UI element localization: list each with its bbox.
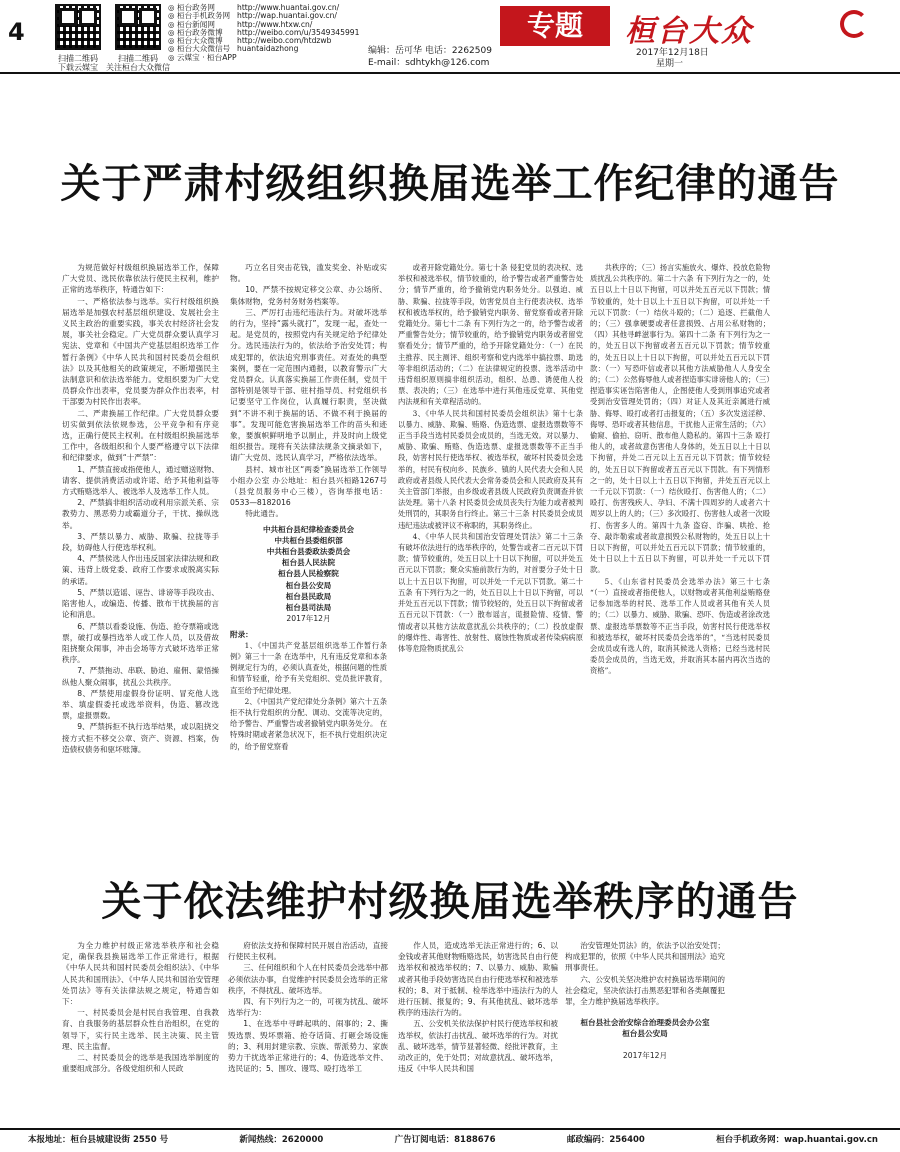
bullet-icon: ◎ [168, 44, 175, 54]
editor-info [368, 45, 492, 69]
bullet-icon: ◎ [168, 36, 175, 46]
brand-emblem-icon [840, 10, 868, 38]
date: 2017年12月18日 [636, 48, 709, 58]
qr2-caption: 扫描二维码 关注桓台大众微信 [106, 54, 170, 72]
signatory: 桓台县民政局 [285, 591, 332, 601]
signatory: 桓台县社会治安综合治理委员会办公室 [580, 1018, 710, 1028]
notice2-column-2 [228, 940, 388, 1125]
paragraph: 巧立名目突击花钱，滥发奖金、补贴或实物。 [230, 263, 387, 284]
paragraph: 府依法支持和保障村民开展自治活动，直接行使民主权利。 [228, 941, 388, 962]
paragraph: 五、公安机关依法保护村民行使选举权和被选举权，依法打击扰乱、破坏选举的行为。对扰乱、破坏选举，情节显著轻微、经批评教育，主动改正的，免于处罚；对故意扰乱、破坏选举，违反《中华人民共和国 [398, 1019, 558, 1074]
signatory: 桓台县人民检察院 [278, 569, 339, 579]
paragraph: 六、公安机关坚决维护农村换届选举期间的社会稳定，坚决依法打击黑恶犯罪和各类颠覆犯罪，全力维护换届选举秩序。 [565, 974, 725, 1007]
paragraph: 县村、城市社区“两委”换届选举工作领导小组办公室 办公地址：桓台县兴桓路1267号（县党员服务中心三楼），咨询举报电话：0533—8182016 [230, 464, 387, 508]
link-item[interactable]: ◎ 桓台新闻网 http://www.htxw.cn/ [168, 19, 313, 29]
bullet-icon: ◎ [168, 19, 175, 29]
sign-date: 2017年12月 [286, 614, 331, 624]
section-tag: 专题 [500, 6, 610, 46]
paragraph: 一、严格依法参与选举。实行村级组织换届选举是加强农村基层组织建设、发展社会主义民主政治的重要实践，事关农村经济社会发展，事关社会稳定。广大党员群众要认真学习宪法、党章和《中国共产党基层组织选举工作暂行条例》《中华人民共和国村民委员会组织法》以及其他相关的政策规定，不断增强民主法制意识和依法选举能力。党组织要为广大党员群众作出表率，党员要为群众作出表率，村干部要为村民作出表率。 [62, 296, 219, 407]
weekday: 星期一 [656, 59, 684, 69]
signatory: 桓台县司法局 [285, 603, 332, 613]
appendix-paragraph: 2、《中国共产党纪律处分条例》第六十五条 拒不执行党组织的分配、调动、交流等决定的，给予警告、严重警告或者撤销党内职务处分。 在特殊时期或者紧急状况下，拒不执行党组织决定的，给予留党察看 [230, 696, 387, 751]
signatory: 桓台县公安局 [622, 1029, 668, 1039]
bullet-icon: ◎ [168, 11, 175, 21]
footer-mobile-site[interactable]: 桓台手机政务网：wap.huantai.gov.cn [716, 1135, 878, 1145]
paragraph: 6、严禁以看委设施、伪造、抢夺票箱或选票，破打或暴挡选举人或工作人员，以及借故阻挠聚众闹事，冲击会场等方式破坏选举正常秩序。 [62, 621, 219, 665]
paragraph: 8、严禁使用虚假身份证明、冒充他人选举、填虚假委托或选举资料，伪造、篡改选票，虚报票数。 [62, 688, 219, 721]
paragraph: 1、严禁直接或指使他人，通过赠送财物、请客、提供消费活动或许诺、给予其他利益等方式贿赂选举人、被选举人及选举工作人员。 [62, 464, 219, 497]
paragraph: 治安管理处罚法》的，依法予以治安处罚；构成犯罪的，依照《中华人民共和国刑法》追究刑事责任。 [565, 941, 725, 973]
page-header [0, 0, 900, 70]
paragraph: 2、严禁搞非组织活动或利用宗派关系、宗教势力、黑恶势力或霸道分子，干扰、操纵选举。 [62, 498, 219, 530]
qr-code-wechat[interactable] [115, 4, 161, 50]
page-footer [28, 1133, 878, 1145]
email-line: E-mail：sdhtykh@126.com [368, 58, 490, 68]
notice1-title: 关于严肃村级组织换届选举工作纪律的通告 [60, 160, 840, 207]
editor-line: 编辑：岳可华 电话：2262509 [368, 46, 492, 56]
footer-address: 本报地址：桓台县城建设街 2550 号 [28, 1135, 169, 1145]
signatory: 桓台县公安局 [285, 580, 332, 590]
paragraph: 3、严禁以暴力、威胁、欺骗、拉拢等手段，妨碍他人行使选举权利。 [62, 531, 219, 553]
appendix-paragraph: 3、《中华人民共和国村民委员会组织法》第十七条 以暴力、威胁、欺骗、贿赂、伪造选票、虚报选票数等不正当手段当选村民委员会成员的，当选无效。对以暴力、威胁、欺骗、贿赂、伪造选票、虚报选票数等不正当手段，妨害村民行使选举权、被选举权，破坏村民委员会选举的，村民有权向乡、民族乡、镇的人民代表大会和人民政府或者县级人民代表大会常务委员会和人民政府及其有关主管部门举报，由乡级或者县级人民政府负责调查并依法处理。第十八条 村民委员会成员丧失行为能力或者被判处刑罚的，其职务自行终止。第三十三条 村民委员会成员违纪违法或被评议不称职的，其职务终止。 [398, 408, 583, 530]
paragraph: 三、任何组织和个人在村民委员会选举中都必须依法办事，自觉维护村民委员会选举的正常秩序，不得扰乱、破坏选举。 [228, 963, 388, 995]
bullet-icon: ◎ [168, 27, 175, 37]
page-number: 4 [8, 18, 25, 46]
paragraph: 特此通告。 [245, 509, 284, 519]
appendix-paragraph: 1、《中国共产党基层组织选举工作暂行条例》第三十一条 在选举中，凡有违反党章和本条例规定行为的，必须认真查处，根据问题的性质和情节轻重，给予有关党组织、党员批评教育，直至给予纪律处理。 [230, 640, 387, 695]
appendix-paragraph: 4、《中华人民共和国治安管理处罚法》第二十三条 有破坏依法进行的选举秩序的，处警告或者二百元以下罚款；情节较重的，处五日以上十日以下拘留，可以并处五百元以下罚款；聚众实施前款行为的，对首要分子处十日以上十五日以下拘留，可以并处一千元以下罚款。第二十五条 有下列行为之一的，处五日以上十日以下拘留，可以并处五百元以下罚款；情节较轻的，处五日以下拘留或者五百元以下罚款：（一）散布谣言，谎报险情、疫情、警情或者以其他方法故意扰乱公共秩序的；（二）投放虚假的爆炸性、毒害性、放射性、腐蚀性物质或者传染病病原体等危险物质扰乱公 [398, 531, 583, 653]
paragraph: 三、严厉打击违纪违法行为。对破坏选举的行为，坚持“露头就打”，发现一起，查处一起。是党员的，按照党内有关规定给予纪律处分。选民违法行为的，依法给予治安处罚；构成犯罪的，依法追究刑事责任。对查处的典型案例，要在一定范围内通报，以教育警示广大党员群众。认真落实换届工作责任制，党员干部特别是领导干部、驻村指导员、村党组织书记要坚守工作岗位，认真履行职责，坚决做到“不讲不利于换届的话、不做不利于换届的事”。发现可能危害换届选举工作的苗头和迹象，要旗帜鲜明地予以制止，并及时向上级党组织报告。现将有关法律法规条文摘录如下，请广大党员、选民认真学习，严格依法选举。 [230, 307, 387, 463]
bullet-icon: ◎ [168, 52, 175, 62]
paragraph: 4、严禁侯选人作出违反国家法律法规和政策、违背上级党委、政府工作要求或脱离实际的承诺。 [62, 554, 219, 586]
masthead-logo: 桓台大众 [625, 14, 753, 49]
appendix-paragraph: 5、《山东省村民委员会选举办法》第三十七条 “（一）直接或者指使他人，以财物或者其他利益贿赂登记参加选举的村民、选举工作人员或者其他有关人员的；（二）以暴力、威胁、欺骗、恐吓、伪造或者涂改选票、虚报选举票数等不正当手段，妨害村民行使选举权和被选举权，破坏村民委员会选举的”，“当选村民委员会成员或有选人的，取消其候选人资格；已经当选村民委员会成员的，当选无效，并取消其本届内再次当选的资格”。 [590, 576, 770, 676]
paragraph: 为规范做好村级组织换届选举工作，保障广大党员、选民依靠依法行使民主权利，维护正常的选举秩序，特通告如下： [62, 263, 219, 295]
footer-news-hotline: 新闻热线：2620000 [239, 1135, 324, 1145]
header-divider [0, 72, 900, 74]
appendix-paragraph: 共秩序的；（三）扬言实施放火、爆炸、投放危险物质扰乱公共秩序的。第二十六条 有下列行为之一的，处五日以上十日以下拘留，可以并处五百元以下罚款；情节较重的，处十日以上十五日以下拘留，可以并处一千元以下罚款：（一）结伙斗殴的；（二）追逐、拦截他人的；（三）强拿硬要或者任意损毁、占用公私财物的；（四）其他寻衅滋事行为。第四十二条 有下列行为之一的，处五日以下拘留或者五百元以下罚款；情节较重的，处五日以上十日以下拘留，可以并处五百元以下罚款：（一）写恐吓信或者以其他方法威胁他人人身安全的；（二）公然侮辱他人或者捏造事实诽谤他人的；（三）捏造事实诬告陷害他人，企图使他人受到刑事追究或者受到治安管理处罚的；（四）对证人及其近亲属进行威胁、侮辱、殴打或者打击报复的；（五）多次发送淫秽、侮辱、恐吓或者其他信息，干扰他人正常生活的；（六）偷窥、偷拍、窃听、散布他人隐私的。第四十三条 殴打他人的，或者故意伤害他人身体的，处五日以上十日以下拘留，并处二百元以上五百元以下罚款；情节较轻的，处五日以下拘留或者五百元以下罚款。有下列情形之一的，处十日以上十五日以下拘留，并处五百元以上一千元以下罚款：（一）结伙殴打、伤害他人的；（二）殴打、伤害残疾人、孕妇、不满十四周岁的人或者六十周岁以上的人的；（三）多次殴打、伤害他人或者一次殴打、伤害多人的。第四十九条 盗窃、诈骗、哄抢、抢夺、敲诈勒索或者故意损毁公私财物的，处五日以上十日以下拘留，可以并处五百元以下罚款；情节较重的，处十日以上十五日以下拘留，可以并处一千元以下罚款。 [590, 263, 770, 575]
link-item[interactable]: ◎ 桓台手机政务网 http://wap.huantai.gov.cn/ [168, 11, 337, 21]
paragraph: 四、有下列行为之一的，可视为扰乱、破坏选举行为： [228, 997, 388, 1018]
footer-postcode: 邮政编码：256400 [566, 1135, 645, 1145]
notice2-title: 关于依法维护村级换届选举秩序的通告 [101, 878, 799, 925]
signatory: 桓台县人民法院 [281, 558, 336, 568]
signatory: 中共桓台县委政法委员会 [266, 547, 351, 557]
notice2-column-3 [398, 940, 558, 1125]
paragraph: 二、严肃换届工作纪律。广大党员群众要切实做到依法依规参选，公平竞争和有序竞选，正确行使民主权利。在村级组织换届选举工作中，各级组织和个人要严格遵守以下法律和纪律要求，做到“十严禁”： [62, 408, 219, 463]
paragraph: 一、村民委员会是村民自我管理、自我教育、自我服务的基层群众性自治组织，在党的领导下，实行民主选举、民主决策、民主管理、民主监督。 [62, 1008, 219, 1051]
qr-code-yunmeibao[interactable] [55, 4, 101, 50]
qr1-caption: 扫描二维码 下载云媒宝 [58, 54, 98, 72]
paragraph: 7、严禁拖动、串联、胁迫、雇佣、蒙悟操纵他人聚众闹事，扰乱公共秩序。 [62, 666, 219, 687]
paragraph: 为全力维护村级正常选举秩序和社会稳定，确保我县换届选举工作正常进行，根据《中华人民共和国村民委员会组织法》、《中华人民共和国刑法》、《中华人民共和国治安管理处罚法》等有关法律法规之规定，特通告如下： [62, 941, 219, 1007]
link-item[interactable]: ◎ 桓台政务微博 http://weibo.com/u/3549345991 [168, 27, 360, 37]
paragraph: 5、严禁以造谣、诬告、诽谤等手段攻击、陷害他人，或编造、传播、散布干扰换届的言论和消息。 [62, 587, 219, 620]
link-item[interactable]: ◎ 桓台大众微信号 huantaidazhong [168, 44, 299, 54]
notice2-column-1 [62, 940, 219, 1125]
notice1-column-3 [398, 262, 583, 872]
notice1-column-2 [230, 262, 387, 872]
paragraph: 10、严禁不按规定移交公章、办公场所、集体财物，党务村务财务档案等。 [230, 285, 387, 306]
signatory: 中共桓台县委组织部 [274, 535, 343, 545]
appendix-paragraph: 或者开除党籍处分。第七十条 侵犯党员的表决权、选举权和被选举权，情节较重的，给予警告或者严重警告处分；情节严重的，给予撤销党内职务处分。以强迫、威胁、欺骗、拉拢等手段，妨害党员自主行使表决权、选举权和被选举权的，给予撤销党内职务、留党察看或者开除党籍处分。第七十二条 有下列行为之一的，给予警告或者严重警告处分；情节较重的，给予撤销党内职务或者留党察看处分；情节严重的，给予开除党籍处分：（一）在民主推荐、民主测评、组织考察和党内选举中搞拉票、助选等非组织活动的；（二）在法律规定的投票、选举活动中违背组织原则搞非组织活动，组织、怂恿、诱使他人投票、表决的；（三）在选举中进行其他违反党章、其他党内法规和有关章程活动的。 [398, 263, 583, 407]
paragraph: 二、村民委员会的选举是我国选举制度的重要组成部分。各级党组织和人民政 [62, 1053, 219, 1074]
link-list [168, 4, 359, 62]
footer-ad-hotline: 广告订阅电话：8188676 [394, 1135, 496, 1145]
notice1-column-1 [62, 262, 219, 872]
issue-date [636, 48, 709, 70]
notice1-column-4 [590, 262, 770, 872]
link-item[interactable]: ◎ 云媒宝 · 桓台APP [168, 52, 237, 62]
signatory: 中共桓台县纪律检查委员会 [262, 524, 355, 534]
notice2-column-4 [565, 940, 725, 1125]
paragraph: 1、在选举中寻衅起哄的、闹事的；2、撕毁选票、毁坏票箱、抢夺话筒、打砸会场设施的；3、利用封建宗教、宗族、帮派势力、家族势力干扰选举正常进行的；4、伪造选举文件、选民证的；5、围攻、谩骂、殴打选举工 [228, 1019, 388, 1074]
sign-date: 2017年12月 [622, 1050, 668, 1060]
appendix-label: 附录： [230, 629, 253, 639]
paragraph: 作人员，造成选举无法正常进行的；6、以金钱或者其他财物贿赂选民，妨害选民自由行使选举权和被选举权的；7、以暴力、威胁、欺骗或者其他手段妨害选民自由行使选举权和被选举权的；8、对于抵制、检举选举中违法行为的人进行压制、报复的；9、有其他扰乱、破坏选举秩序的违法行为的。 [398, 941, 558, 1018]
link-item[interactable]: ◎ 桓台政务网 http://www.huantai.gov.cn/ [168, 3, 340, 12]
paragraph: 9、严禁拆拒不执行选举结果，或以阻挠交接方式拒不移交公章、资产、资源、档案，伪造债权债务和驱坏账簿。 [62, 722, 219, 754]
bullet-icon: ◎ [168, 3, 175, 12]
link-item[interactable]: ◎ 桓台大众微博 http://weibo.com/htdzwb [168, 36, 332, 46]
footer-divider [0, 1128, 900, 1130]
